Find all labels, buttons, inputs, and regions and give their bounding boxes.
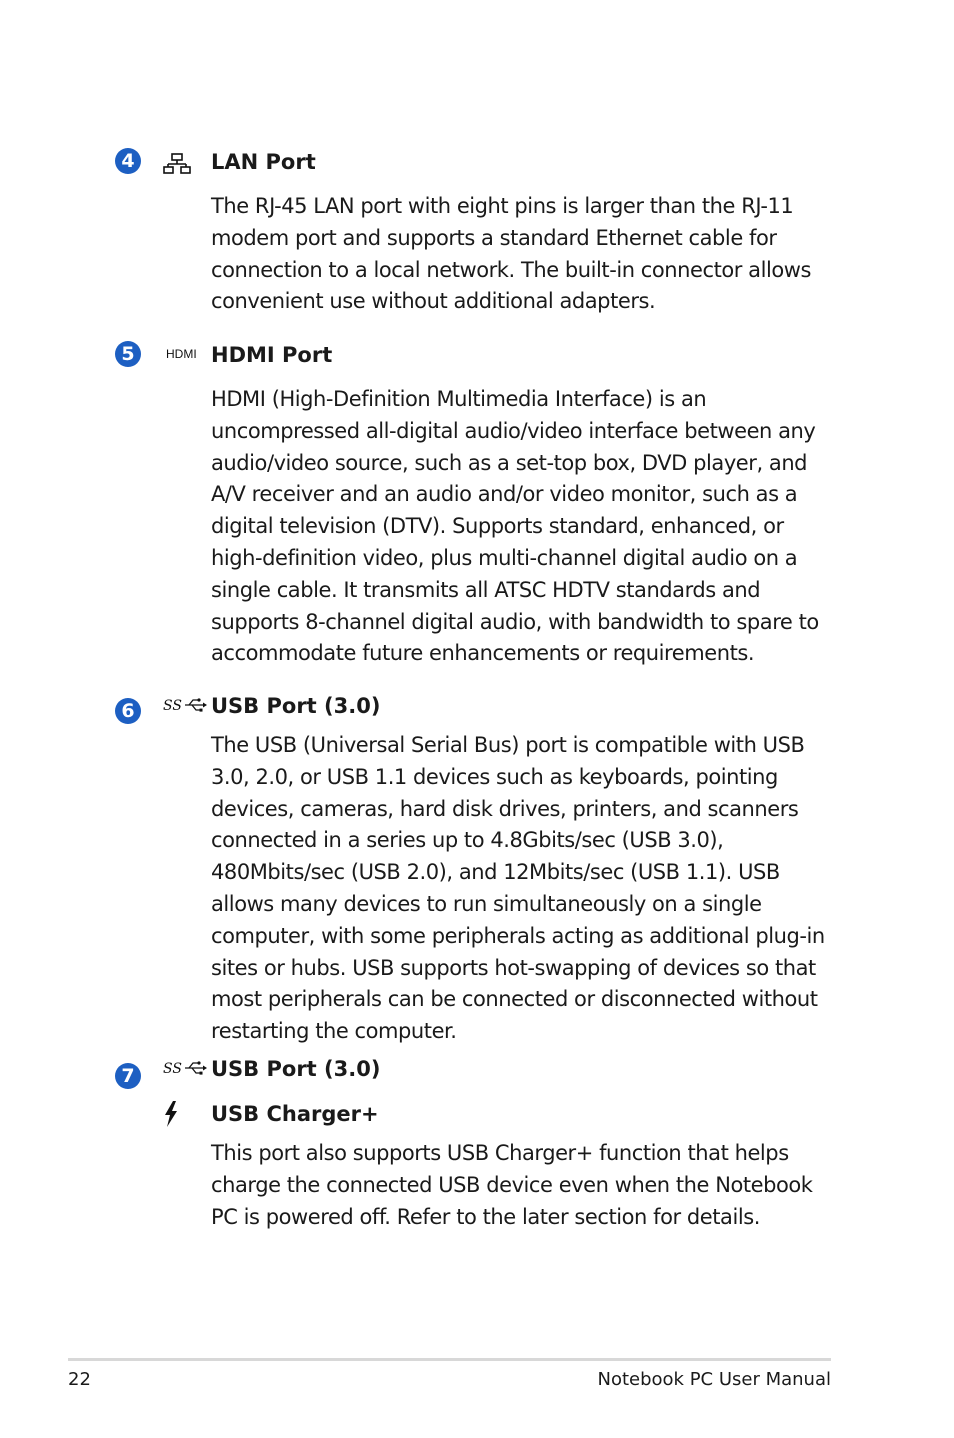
section-body: The USB (Universal Serial Bus) port is compatible with USB 3.0, 2.0, or USB 1.1 devices such as keyboards, pointing devices, cameras, hard disk drives, printers, and scanners connected in a series up to 4.8Gbits/sec (USB 3.0), 480Mbits/sec (USB 2.0), and 12Mbits/sec (USB 1.1). USB allows many devices to run simultaneously on a single computer, with some peripherals acting as additional plug-in sites or hubs. USB supports hot-swapping of devices so that most peripherals can be connected or disconnected without restarting the computer. xyxy=(211,733,825,1044)
section-number-badge: 4 xyxy=(115,148,141,174)
lightning-icon xyxy=(163,1101,179,1127)
section-heading: USB Port (3.0) xyxy=(211,1057,381,1081)
usb-ss-icon xyxy=(163,695,209,717)
section-body: The RJ-45 LAN port with eight pins is larger than the RJ-11 modem port and supports a standard Ethernet cable for connection to a local network. The built-in connector allows convenient use without additional adapters. xyxy=(211,194,811,314)
section-heading: HDMI Port xyxy=(211,343,333,367)
footer-rule xyxy=(68,1358,831,1361)
section-heading: USB Port (3.0) xyxy=(211,694,381,718)
page-number: 22 xyxy=(68,1369,91,1390)
usb-ss-icon xyxy=(163,1058,209,1080)
lan-icon xyxy=(163,153,191,175)
svg-text:SS: SS xyxy=(163,698,182,714)
section-number-badge: 7 xyxy=(115,1063,141,1089)
section-heading: LAN Port xyxy=(211,150,316,174)
svg-text:SS: SS xyxy=(163,1061,182,1077)
section-body: This port also supports USB Charger+ function that helps charge the connected USB device even when the Notebook PC is powered off. Refer to the later section for details. xyxy=(211,1141,813,1229)
section-number-badge: 5 xyxy=(115,341,141,367)
section-number-badge: 6 xyxy=(115,698,141,724)
footer-title: Notebook PC User Manual xyxy=(597,1369,831,1390)
section-subheading: USB Charger+ xyxy=(211,1102,379,1126)
section-body: HDMI (High-Definition Multimedia Interface) is an uncompressed all-digital audio/video interface between any audio/video source, such as a set-top box, DVD player, and A/V receiver and an audio and/or video monitor, such as a digital television (DTV). Supports standard, enhanced, or high-definition video, plus multi-channel digital audio on a single cable. It transmits all ATSC HDTV standards and supports 8-channel digital audio, with bandwidth to spare to accommodate future enhancements or requirements. xyxy=(211,387,819,666)
hdmi-icon: HDMI xyxy=(166,347,197,361)
